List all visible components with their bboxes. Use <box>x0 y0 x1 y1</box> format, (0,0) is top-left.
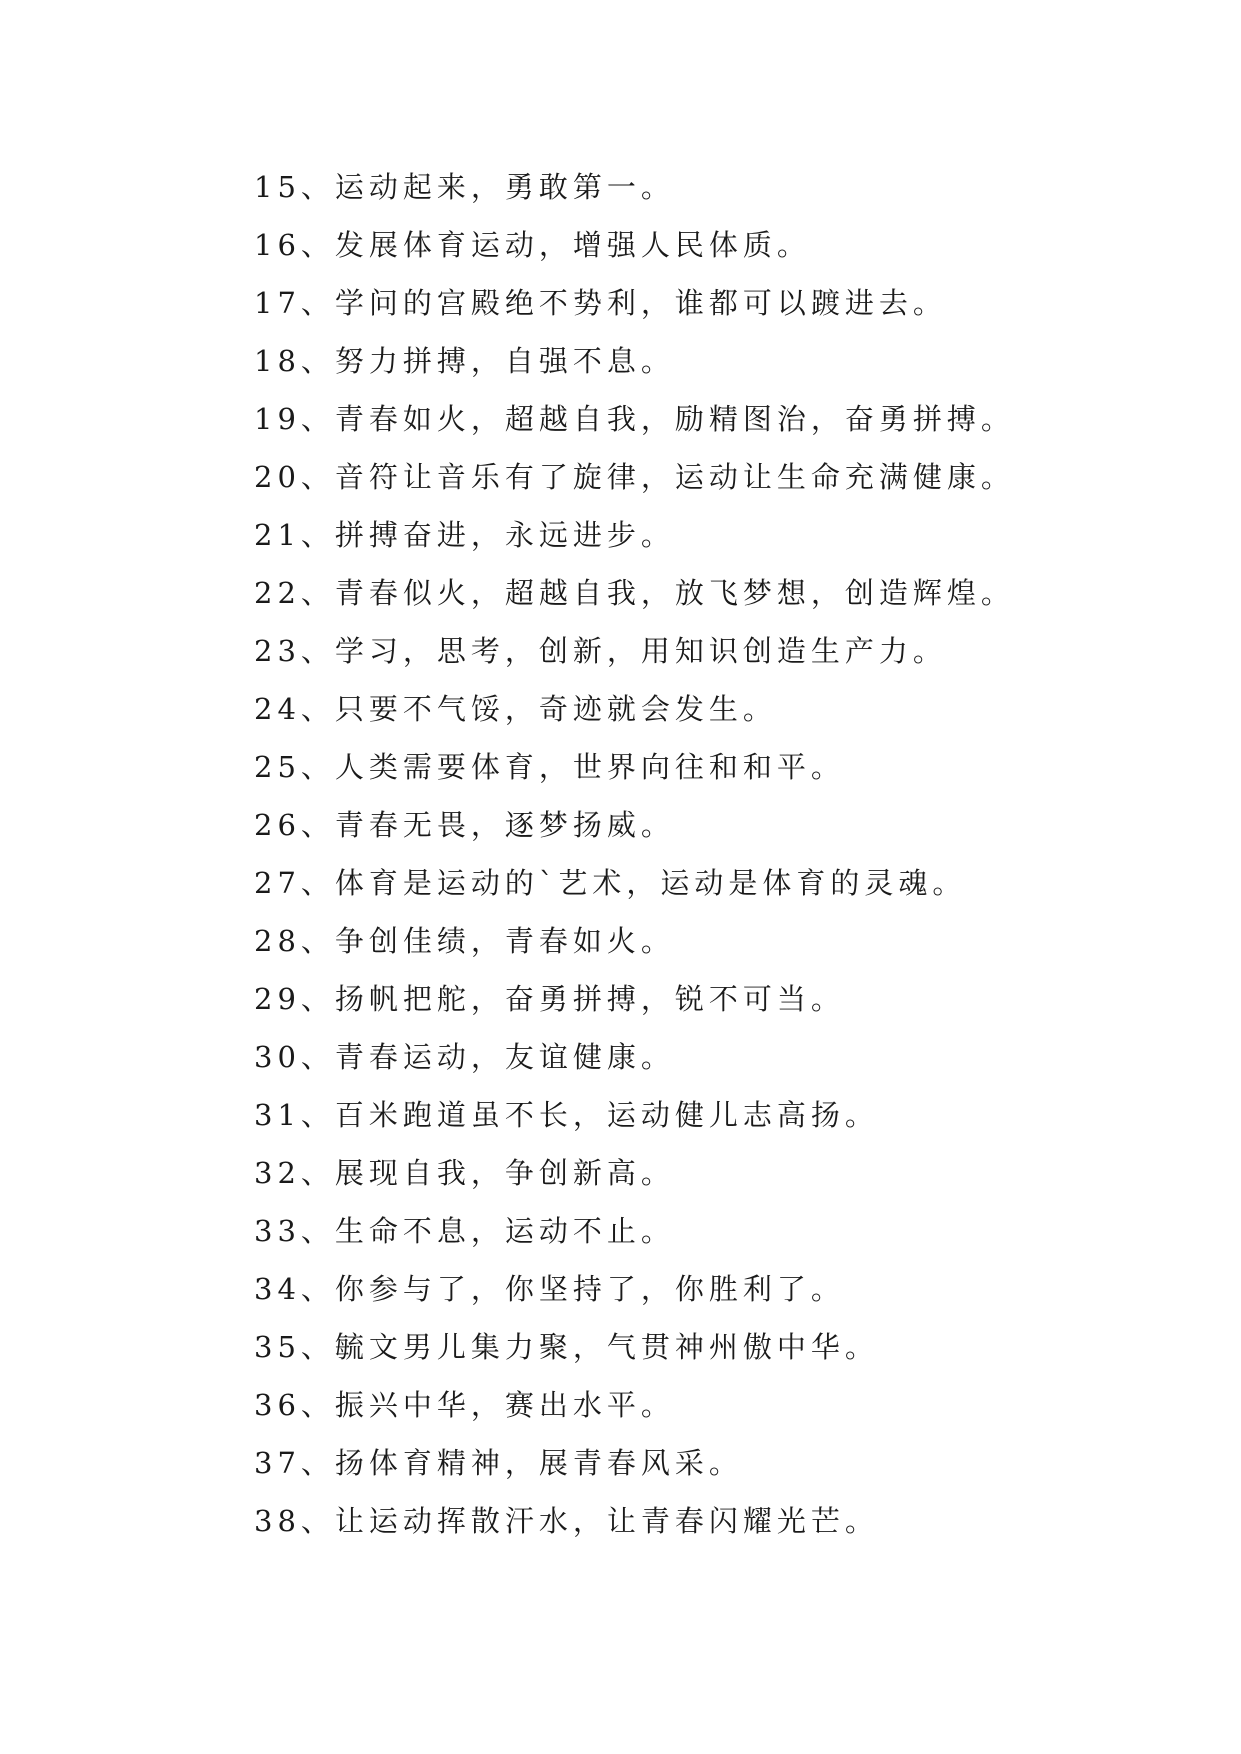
list-item: 35、毓文男儿集力聚，气贯神州傲中华。 <box>254 1330 879 1364</box>
list-item: 37、扬体育精神，展青春风采。 <box>254 1446 743 1480</box>
slogan-list <box>254 158 1154 1550</box>
list-item: 24、只要不气馁，奇迹就会发生。 <box>254 692 777 726</box>
list-item: 19、青春如火，超越自我，励精图治，奋勇拼搏。 <box>254 402 1015 436</box>
list-item: 15、运动起来，勇敢第一。 <box>254 170 675 204</box>
list-item: 27、体育是运动的`艺术，运动是体育的灵魂。 <box>254 866 967 900</box>
list-item: 23、学习，思考，创新，用知识创造生产力。 <box>254 634 947 668</box>
list-item: 36、振兴中华，赛出水平。 <box>254 1388 675 1422</box>
list-item: 21、拼搏奋进，永远进步。 <box>254 518 675 552</box>
list-item: 16、发展体育运动，增强人民体质。 <box>254 228 811 262</box>
list-item: 17、学问的宫殿绝不势利，谁都可以踱进去。 <box>254 286 947 320</box>
list-item: 33、生命不息，运动不止。 <box>254 1214 675 1248</box>
list-item: 32、展现自我，争创新高。 <box>254 1156 675 1190</box>
list-item: 18、努力拼搏，自强不息。 <box>254 344 675 378</box>
list-item: 29、扬帆把舵，奋勇拼搏，锐不可当。 <box>254 982 845 1016</box>
list-item: 22、青春似火，超越自我，放飞梦想，创造辉煌。 <box>254 576 1015 610</box>
list-item: 26、青春无畏，逐梦扬威。 <box>254 808 675 842</box>
list-item: 25、人类需要体育，世界向往和和平。 <box>254 750 845 784</box>
list-item: 38、让运动挥散汗水，让青春闪耀光芒。 <box>254 1504 879 1538</box>
list-item: 30、青春运动，友谊健康。 <box>254 1040 675 1074</box>
list-item: 31、百米跑道虽不长，运动健儿志高扬。 <box>254 1098 879 1132</box>
list-item: 34、你参与了，你坚持了，你胜利了。 <box>254 1272 845 1306</box>
list-item: 28、争创佳绩，青春如火。 <box>254 924 675 958</box>
list-item: 20、音符让音乐有了旋律，运动让生命充满健康。 <box>254 460 1015 494</box>
